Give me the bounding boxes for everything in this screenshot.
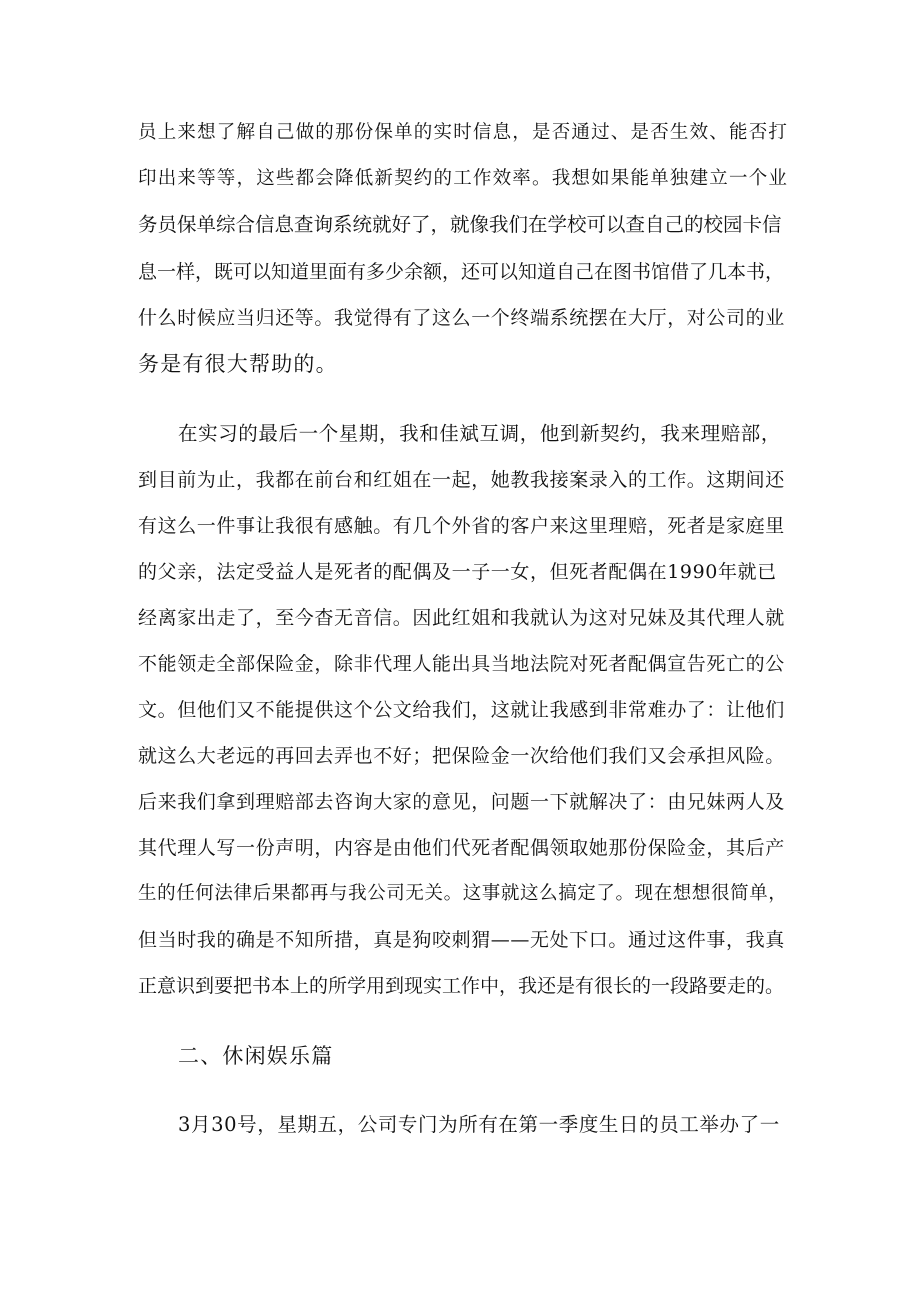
paragraph-2-line-7: 文。但他们又不能提供这个公文给我们，这就让我感到非常难办了：让他们 bbox=[138, 699, 785, 721]
paragraph-2-line-13: 正意识到要把书本上的所学用到现实工作中，我还是有很长的一段路要走的。 bbox=[138, 975, 785, 997]
paragraph-1-line-5: 什么时候应当归还等。我觉得有了这么一个终端系统摆在大厅，对公司的业 bbox=[138, 307, 785, 329]
paragraph-2-line-12: 但当时我的确是不知所措，真是狗咬刺猬——无处下口。通过这件事，我真 bbox=[138, 929, 785, 951]
section-heading: 二、休闲娱乐篇 bbox=[178, 1044, 334, 1068]
paragraph-2-line-9: 后来我们拿到理赔部去咨询大家的意见，问题一下就解决了：由兄妹两人及 bbox=[138, 791, 785, 813]
paragraph-2-line-11: 生的任何法律后果都再与我公司无关。这事就这么搞定了。现在想想很简单， bbox=[138, 883, 788, 904]
paragraph-2-line-8: 就这么大老远的再回去弄也不好；把保险金一次给他们我们又会承担风险。 bbox=[138, 745, 785, 767]
paragraph-2-line-2: 到目前为止，我都在前台和红姐在一起，她教我接案录入的工作。这期间还 bbox=[138, 469, 785, 491]
paragraph-2-line-3: 有这么一件事让我很有感触。有几个外省的客户来这里理赔，死者是家庭里 bbox=[138, 515, 785, 537]
paragraph-2-line-1: 在实习的最后一个星期，我和佳斌互调，他到新契约，我来理赔部， bbox=[178, 422, 782, 445]
paragraph-1-line-1: 员上来想了解自己做的那份保单的实时信息，是否通过、是否生效、能否打 bbox=[138, 122, 789, 143]
paragraph-2-line-10: 其代理人写一份声明，内容是由他们代死者配偶领取她那份保险金，其后产 bbox=[138, 837, 785, 859]
paragraph-2-line-6: 不能领走全部保险金，除非代理人能出具当地法院对死者配偶宣告死亡的公 bbox=[138, 653, 785, 675]
paragraph-2-line-5: 经离家出走了，至今杳无音信。因此红姐和我就认为这对兄妹及其代理人就 bbox=[138, 607, 785, 629]
paragraph-2-line-4: 的父亲，法定受益人是死者的配偶及一子一女，但死者配偶在1990年就已 bbox=[138, 561, 777, 583]
paragraph-1-line-6: 务是有很大帮助的。 bbox=[138, 352, 338, 376]
paragraph-1-line-3: 务员保单综合信息查询系统就好了，就像我们在学校可以查自己的校园卡信 bbox=[138, 213, 782, 236]
paragraph-3-line-1: 3月30号，星期五，公司专门为所有在第一季度生日的员工举办了一 bbox=[178, 1113, 780, 1136]
paragraph-1-line-2: 印出来等等，这些都会降低新契约的工作效率。我想如果能单独建立一个业 bbox=[138, 168, 789, 189]
paragraph-1-line-4: 息一样，既可以知道里面有多少余额，还可以知道自己在图书馆借了几本书， bbox=[138, 261, 785, 283]
